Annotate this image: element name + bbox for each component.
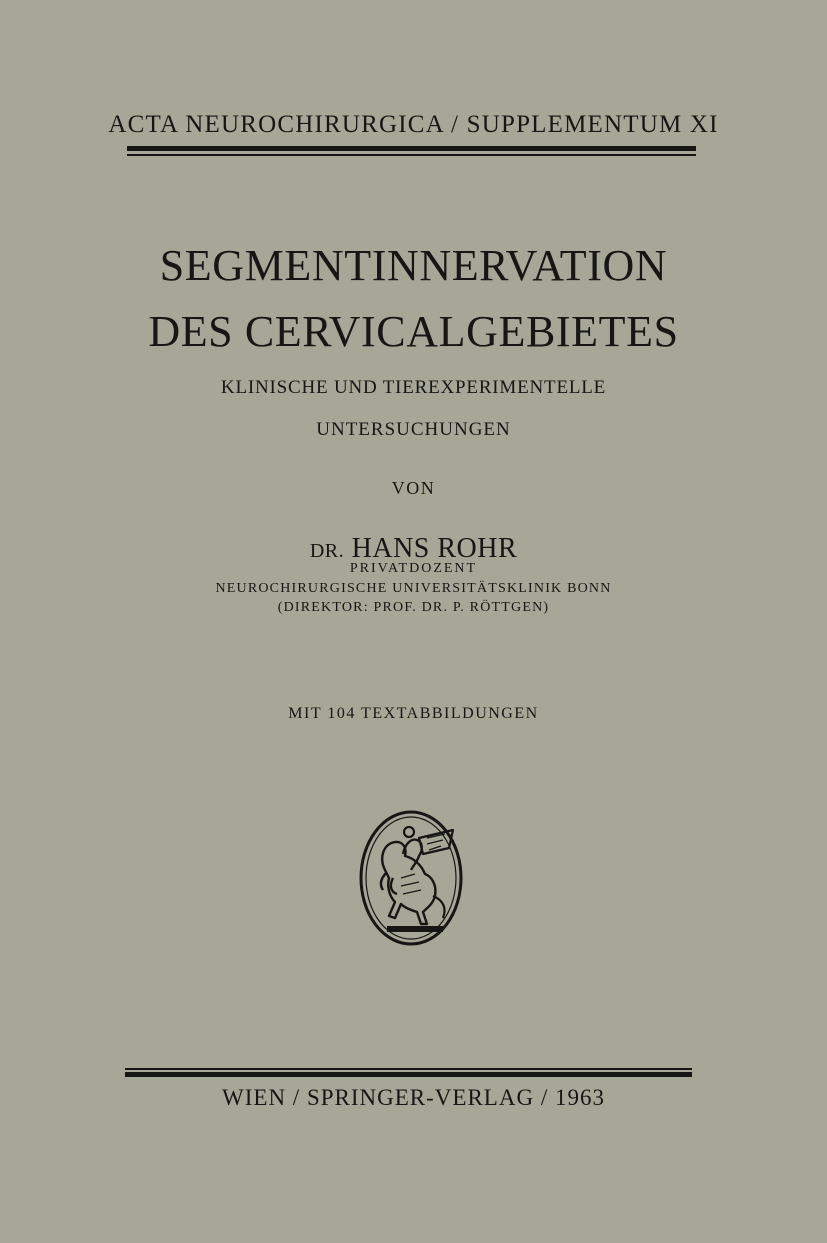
top-rule-thick	[127, 146, 696, 151]
author-position: PRIVATDOZENT	[349, 561, 478, 576]
top-rule-thin	[127, 154, 696, 156]
bottom-rule-thick	[125, 1072, 692, 1077]
book-title-line-1: SEGMENTINNERVATION	[159, 241, 668, 290]
book-title-line-2: DES CERVICALGEBIETES	[148, 307, 679, 356]
figures-note: MIT 104 TEXTABBILDUNGEN	[288, 705, 539, 722]
subtitle-line-1: KLINISCHE UND TIEREXPERIMENTELLE	[220, 377, 607, 398]
subtitle-line-2: UNTERSUCHUNGEN	[316, 419, 511, 440]
author-affiliation: NEUROCHIRURGISCHE UNIVERSITÄTSKLINIK BONN	[215, 581, 612, 596]
by-label: VON	[391, 478, 436, 498]
clinic-director: (DIREKTOR: PROF. DR. P. RÖTTGEN)	[277, 600, 550, 615]
series-title: ACTA NEUROCHIRURGICA / SUPPLEMENTUM XI	[108, 111, 719, 138]
publisher-line: WIEN / SPRINGER-VERLAG / 1963	[222, 1085, 605, 1110]
author-fullname: HANS ROHR	[351, 533, 518, 564]
springer-knight-icon	[357, 808, 465, 948]
bottom-rule-thin	[125, 1068, 692, 1070]
author-prefix: DR.	[309, 540, 345, 562]
